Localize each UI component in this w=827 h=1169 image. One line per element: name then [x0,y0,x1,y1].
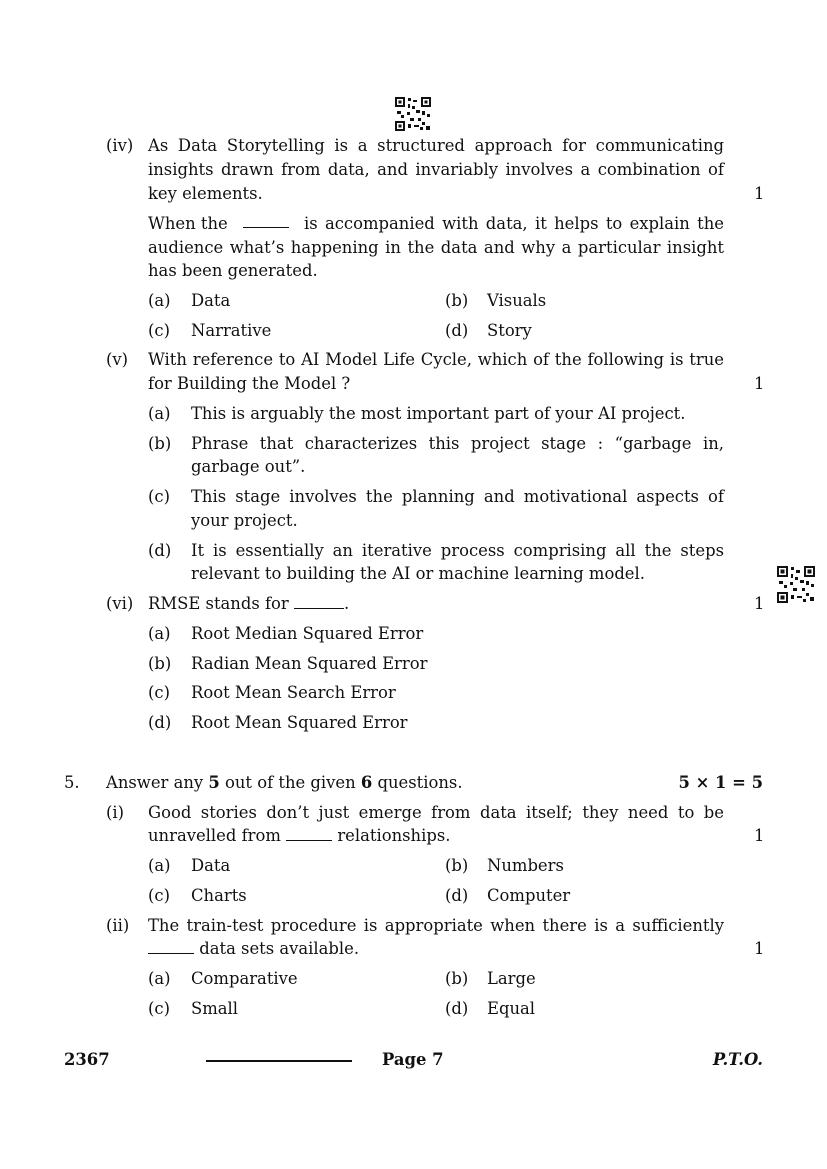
option-label: (a) [148,856,171,875]
question-5-i-pre: unravelled from [148,826,281,845]
sub-text-post: is accompanied with data, it helps to explain the [304,214,724,233]
option-text: Phrase that characterizes this project stage : “garbage in, [191,434,724,453]
option-text: This is arguably the most important part of your AI project. [191,404,686,423]
answer-blank [148,938,194,954]
answer-blank [243,212,289,228]
option-text: Small [191,999,239,1018]
option-text: Root Mean Search Error [191,683,396,702]
question-number-v: (v) [106,350,129,369]
question-5-i-line-1: Good stories don’t just emerge from data itself; they need to be [148,803,724,822]
footer-rule [206,1060,352,1062]
question-5-ii-post: data sets available. [199,939,360,958]
option-label: (c) [148,321,170,340]
option-label: (a) [148,404,171,423]
option-label: (a) [148,969,171,988]
option-text: Data [191,856,231,875]
option-label: (c) [148,487,170,506]
question-number-5-i: (i) [106,803,125,822]
question-iv-sub-line-3: has been generated. [148,261,318,280]
question-iv-line-1: As Data Storytelling is a structured approach for communicating [148,136,724,155]
option-text: Root Median Squared Error [191,624,424,643]
answer-blank [294,593,344,609]
question-iv-sub-line-1 [148,212,724,236]
question-number-vi: (vi) [106,594,134,613]
question-number-iv: (iv) [106,136,134,155]
instr-total-count: 6 [360,773,373,792]
question-v-line-2: for Building the Model ? [148,374,351,393]
option-text: Root Mean Squared Error [191,713,408,732]
option-text: Comparative [191,969,298,988]
option-label: (c) [148,886,170,905]
option-label: (d) [148,713,172,732]
answer-blank [286,825,332,841]
marks-5-ii: 1 [754,939,765,958]
question-v-line-1: With reference to AI Model Life Cycle, which of the following is true [148,350,724,369]
option-text: relevant to building the AI or machine learning model. [191,564,645,583]
question-vi-pre: RMSE stands for [148,594,289,613]
instr-part: out of the given [219,773,361,792]
option-label: (b) [148,654,172,673]
option-label: (c) [148,683,170,702]
pto-label: P.T.O. [712,1050,763,1069]
instr-count: 5 [208,773,220,792]
option-text: Large [487,969,536,988]
option-text: Radian Mean Squared Error [191,654,428,673]
question-number-5-ii: (ii) [106,916,130,935]
option-label: (d) [445,321,469,340]
option-text: Numbers [487,856,564,875]
qr-code-top [394,96,432,132]
page-number: Page 7 [382,1050,444,1069]
marks-5-i: 1 [754,826,765,845]
option-label: (b) [445,291,469,310]
question-5-instruction [106,771,463,795]
marks-vi: 1 [754,594,765,613]
question-5-i-post: relationships. [337,826,451,845]
option-text: Narrative [191,321,272,340]
option-label: (b) [445,969,469,988]
marks-iv: 1 [754,184,765,203]
question-vi-post: . [343,594,350,613]
marks-v: 1 [754,374,765,393]
option-label: (d) [148,541,172,560]
option-label: (d) [445,886,469,905]
option-label: (a) [148,291,171,310]
paper-code: 2367 [64,1050,110,1069]
qr-code-side [776,565,816,604]
option-label: (a) [148,624,171,643]
question-5-i-line-2 [148,824,450,848]
instr-part: Answer any [106,773,209,792]
option-text: garbage out”. [191,457,306,476]
option-label: (d) [445,999,469,1018]
question-iv-line-3: key elements. [148,184,263,203]
option-text: It is essentially an iterative process comprising all the steps [191,541,724,560]
option-text: This stage involves the planning and motivational aspects of [191,487,724,506]
option-text: Charts [191,886,247,905]
question-iv-sub-line-2: audience what’s happening in the data and why a particular insight [148,238,724,257]
question-5-ii-line-1: The train-test procedure is appropriate when there is a sufficiently [148,916,724,935]
option-text: Visuals [487,291,547,310]
question-5-total-marks: 5 × 1 = 5 [678,773,763,792]
question-vi-text [148,592,349,616]
option-text: Equal [487,999,536,1018]
question-5-ii-line-2 [148,937,359,961]
option-label: (b) [445,856,469,875]
question-number-5: 5. [64,773,80,792]
option-text: Story [487,321,532,340]
option-label: (c) [148,999,170,1018]
option-label: (b) [148,434,172,453]
option-text: Computer [487,886,571,905]
option-text: Data [191,291,231,310]
question-iv-line-2: insights drawn from data, and invariably involves a combination of [148,160,724,179]
sub-text-pre: When the [148,214,228,233]
option-text: your project. [191,511,298,530]
instr-part: questions. [372,773,463,792]
